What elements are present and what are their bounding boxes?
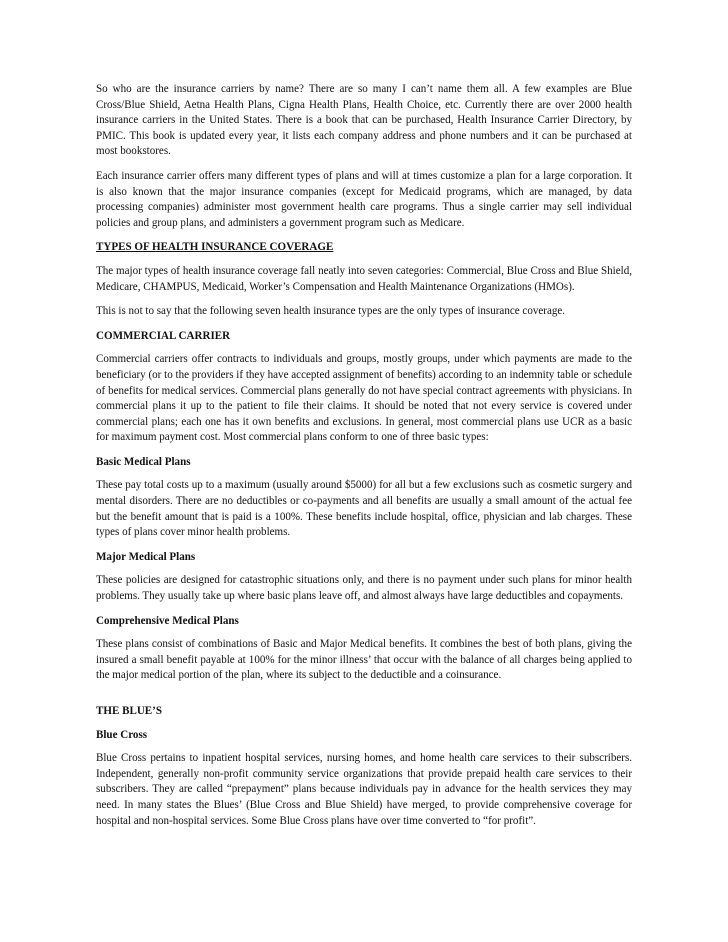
spacer bbox=[96, 693, 632, 704]
section-heading-underlined: TYPES OF HEALTH INSURANCE COVERAGE bbox=[96, 241, 334, 254]
section-heading: Basic Medical Plans bbox=[96, 455, 191, 468]
paragraph: So who are the insurance carriers by name? There are so many I can’t name them all. A few examples are Blue Cross/Blue Shield, Aetna Health Plans, Cigna Health Plans, Health Choice, etc. Currently there are over 2000 health insurance carriers in the United States. There is a book that can be purchased, Health Insurance Carrier Directory, by PMIC. This book is updated every year, it lists each company address and phone numbers and it can be purchased at most bookstores. bbox=[96, 83, 632, 158]
paragraph: Each insurance carrier offers many different types of plans and will at times customize a plan for a large corporation. It is also known that the major insurance companies (except for Medicaid programs, which are managed, by data processing companies) administer most government health care programs. Thus a single carrier may sell individual policies and group plans, and administers a government program such as Medicare. bbox=[96, 169, 632, 229]
paragraph: This is not to say that the following seven health insurance types are the only types of insurance coverage. bbox=[96, 305, 566, 318]
paragraph: Blue Cross pertains to inpatient hospital services, nursing homes, and home health care services to their subscribers. Independent, generally non-profit community service organizations that provide prepaid health care services to their subscribers. They are called “prepayment” plans because individuals pay in advance for the health services they may need. In many states the Blues’ (Blue Cross and Blue Shield) have merged, to provide comprehensive coverage for hospital and non-hospital services. Some Blue Cross plans have over time converted to “for profit”. bbox=[96, 752, 632, 827]
section-heading: Major Medical Plans bbox=[96, 550, 196, 563]
section-heading: Comprehensive Medical Plans bbox=[96, 614, 239, 627]
paragraph: Commercial carriers offer contracts to individuals and groups, mostly groups, under which payments are made to the beneficiary (or to the providers if they have accepted assignment of benefits) according to an indemnity table or schedule of benefits for medical services. Commercial plans generally do not have special contract agreements with physicians. In commercial plans it up to the patient to file their claims. It should be noted that not every service is covered under commercial plans; each one has it own benefits and exclusions. In general, most commercial plans use UCR as a basic for maximum payment cost. Most commercial plans conform to one of three basic types: bbox=[96, 353, 632, 444]
paragraph: The major types of health insurance coverage fall neatly into seven categories: Commercial, Blue Cross and Blue Shield, Medicare, CHAMPUS, Medicaid, Worker’s Compensation and Health Maintenance Organizations (HMOs). bbox=[96, 264, 632, 293]
section-heading: COMMERCIAL CARRIER bbox=[96, 329, 231, 342]
paragraph: These policies are designed for catastrophic situations only, and there is no payment under such plans for minor health problems. They usually take up where basic plans leave off, and almost always have large deductibles and copayments. bbox=[96, 574, 632, 603]
section-heading: THE BLUE’S bbox=[96, 705, 162, 717]
paragraph: These plans consist of combinations of Basic and Major Medical benefits. It combines the best of both plans, giving the insured a small benefit payable at 100% for the minor illness’ that occur with the balance of all charges being applied to the major medical portion of the plan, where its subject to the deductible and a coinsurance. bbox=[96, 638, 632, 682]
section-heading: Blue Cross bbox=[96, 728, 148, 741]
paragraph: These pay total costs up to a maximum (usually around $5000) for all but a few exclusions such as cosmetic surgery and mental disorders. There are no deductibles or co-payments and all benefits are usually a small amount of the actual fee but the benefit amount that is paid is a 100%. These benefits include hospital, office, physician and lab charges. These types of plans cover minor health problems. bbox=[96, 479, 632, 539]
